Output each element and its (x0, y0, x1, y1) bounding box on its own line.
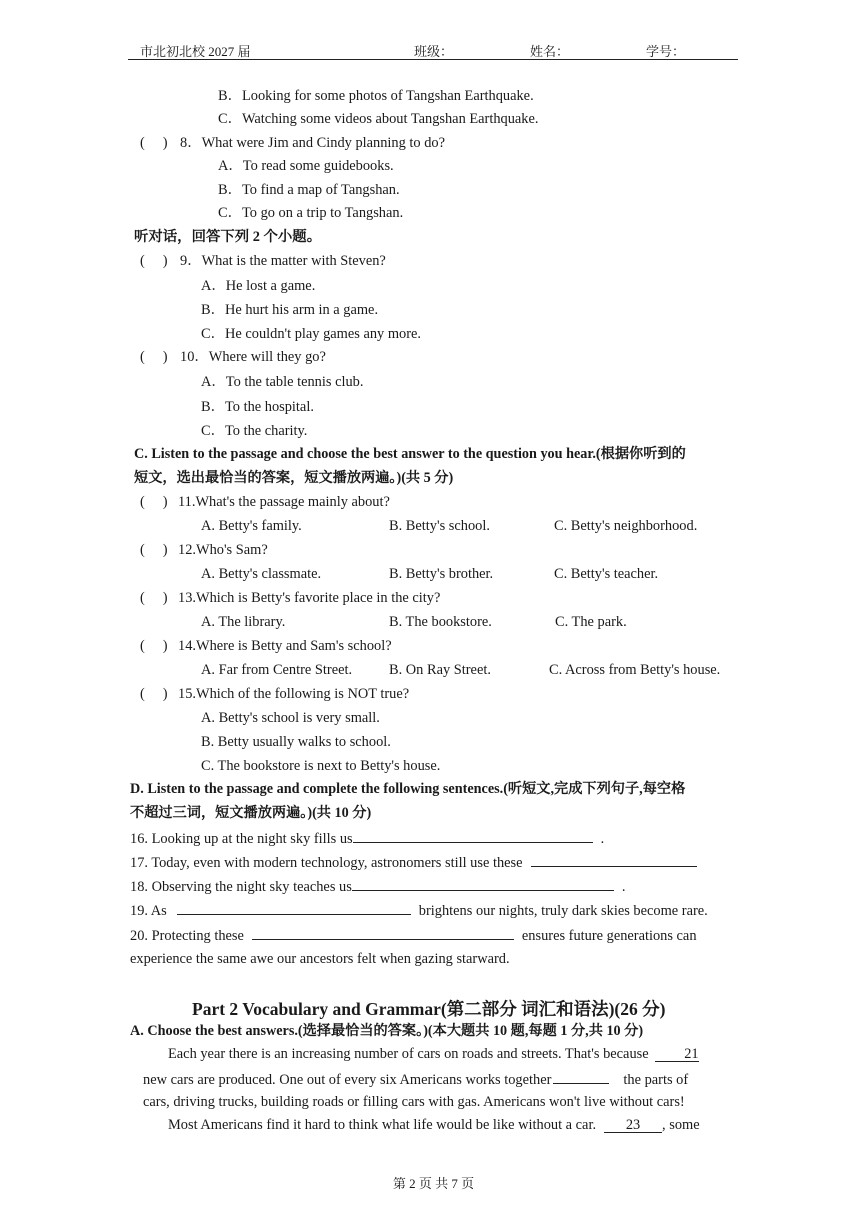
q13-option-c: C. The park. (555, 614, 627, 630)
answer-blank-23[interactable] (604, 1117, 662, 1133)
passage-line-3: cars, driving trucks, building roads or filling cars with gas. Americans won't live without cars! (143, 1094, 685, 1110)
student-id-label: 学号： (646, 44, 686, 59)
passage-line-2-end: the parts of (623, 1072, 689, 1088)
passage-line-2 (143, 1070, 688, 1089)
dialogue-instruction: 听对话，回答下列 2 个小题。 (134, 229, 322, 245)
answer-blank-21[interactable] (655, 1046, 699, 1062)
class-label: 班级： (414, 44, 454, 59)
sentence-19-start: 19. As (130, 903, 167, 919)
q14-stem: 14.Where is Betty and Sam's school? (178, 638, 392, 654)
passage-line-4 (168, 1117, 700, 1134)
q10-option-a: A．To the table tennis club. (201, 374, 364, 390)
q15-answer-paren[interactable]: ( ) (140, 686, 168, 702)
q13-option-b: B. The bookstore. (389, 614, 492, 630)
q8-option-b: B．To find a map of Tangshan. (218, 182, 400, 198)
q11-answer-paren[interactable]: ( ) (140, 494, 168, 510)
q10-stem: 10．Where will they go? (180, 349, 326, 365)
sentence-17-text: 17. Today, even with modern technology, astronomers still use these (130, 855, 523, 871)
answer-blank-16[interactable] (353, 829, 593, 843)
sentence-17 (130, 853, 697, 872)
q15-option-c: C. The bookstore is next to Betty's house. (201, 758, 441, 774)
sentence-18 (130, 877, 625, 896)
section-c-heading: C. Listen to the passage and choose the best answer to the question you hear.(根据你听到的 (134, 446, 686, 462)
q14-option-b: B. On Ray Street. (389, 662, 491, 678)
q15-option-b: B. Betty usually walks to school. (201, 734, 391, 750)
section-c-heading-cont: 短文，选出最恰当的答案，短文播放两遍。)(共 5 分) (134, 470, 454, 486)
sentence-20-start: 20. Protecting these (130, 928, 244, 944)
q10-answer-paren[interactable]: ( ) (140, 349, 168, 365)
sentence-16-text: 16. Looking up at the night sky fills us (130, 831, 353, 847)
passage-line-4-end: , some (662, 1117, 700, 1133)
page-number: 第 2 页 共 7 页 (392, 1176, 475, 1191)
q14-option-c: C. Across from Betty's house. (549, 662, 721, 678)
q12-option-c: C. Betty's teacher. (554, 566, 659, 582)
answer-blank-20[interactable] (252, 926, 514, 940)
q14-option-a: A. Far from Centre Street. (201, 662, 353, 678)
q9-option-b: B．He hurt his arm in a game. (201, 302, 379, 318)
q7-option-c: C．Watching some videos about Tangshan Earthquake. (218, 111, 539, 127)
q11-option-a: A. Betty's family. (201, 518, 302, 534)
part2-title: Part 2 Vocabulary and Grammar(第二部分 词汇和语法)(26 分) (192, 999, 666, 1019)
header-divider (128, 59, 738, 60)
sentence-19 (130, 901, 708, 920)
q14-answer-paren[interactable]: ( ) (140, 638, 168, 654)
sentence-20 (130, 926, 697, 945)
answer-blank-19[interactable] (177, 901, 411, 915)
passage-line-1-text: Each year there is an increasing number of cars on roads and streets. That's because (168, 1046, 649, 1062)
q9-option-a: A．He lost a game. (201, 278, 316, 294)
q12-option-a: A. Betty's classmate. (201, 566, 322, 582)
q10-option-b: B．To the hospital. (201, 399, 314, 415)
passage-line-1 (168, 1046, 699, 1063)
q13-answer-paren[interactable]: ( ) (140, 590, 168, 606)
passage-line-4-text: Most Americans find it hard to think what life would be like without a car. (168, 1117, 597, 1133)
q8-option-c: C．To go on a trip to Tangshan. (218, 205, 404, 221)
q11-option-c: C. Betty's neighborhood. (554, 518, 698, 534)
sentence-19-end: brightens our nights, truly dark skies become rare. (418, 903, 708, 919)
blank-number-21: 21 (684, 1046, 699, 1062)
q7-option-b: B．Looking for some photos of Tangshan Earthquake. (218, 88, 534, 104)
blank-number-23: 23 (625, 1117, 641, 1133)
sentence-20-end: ensures future generations can (521, 928, 697, 944)
q15-option-a: A. Betty's school is very small. (201, 710, 380, 726)
answer-blank-17[interactable] (531, 853, 697, 867)
q8-option-a: A．To read some guidebooks. (218, 158, 394, 174)
sentence-16 (130, 829, 604, 848)
sentence-18-text: 18. Observing the night sky teaches us (130, 879, 352, 895)
q9-answer-paren[interactable]: ( ) (140, 253, 168, 269)
q12-option-b: B. Betty's brother. (389, 566, 494, 582)
q10-option-c: C．To the charity. (201, 423, 308, 439)
q11-stem: 11.What's the passage mainly about? (178, 494, 390, 510)
q12-stem: 12.Who's Sam? (178, 542, 268, 558)
q13-stem: 13.Which is Betty's favorite place in the city? (178, 590, 441, 606)
sentence-20-cont: experience the same awe our ancestors felt when gazing starward. (130, 951, 510, 967)
answer-blank-22[interactable] (553, 1070, 609, 1084)
q8-answer-paren[interactable]: ( ) (140, 135, 168, 151)
q9-stem: 9．What is the matter with Steven? (180, 253, 386, 269)
name-label: 姓名： (530, 44, 570, 59)
passage-line-2-text: new cars are produced. One out of every six Americans works together (143, 1072, 552, 1088)
section-d-heading-cont: 不超过三词，短文播放两遍。)(共 10 分) (130, 805, 372, 821)
q13-option-a: A. The library. (201, 614, 286, 630)
q12-answer-paren[interactable]: ( ) (140, 542, 168, 558)
section-d-heading: D. Listen to the passage and complete the following sentences.(听短文,完成下列句子,每空格 (130, 781, 686, 797)
sentence-18-period: . (621, 879, 626, 895)
answer-blank-18[interactable] (352, 877, 614, 891)
part2-section-a-heading: A. Choose the best answers.(选择最恰当的答案。)(本大题共 10 题,每题 1 分,共 10 分) (130, 1023, 644, 1039)
q8-stem: 8．What were Jim and Cindy planning to do? (180, 135, 445, 151)
school-label: 市北初北校 2027 届 (140, 44, 251, 59)
sentence-16-period: . (600, 831, 605, 847)
q9-option-c: C．He couldn't play games any more. (201, 326, 421, 342)
q15-stem: 15.Which of the following is NOT true? (178, 686, 410, 702)
q11-option-b: B. Betty's school. (389, 518, 490, 534)
